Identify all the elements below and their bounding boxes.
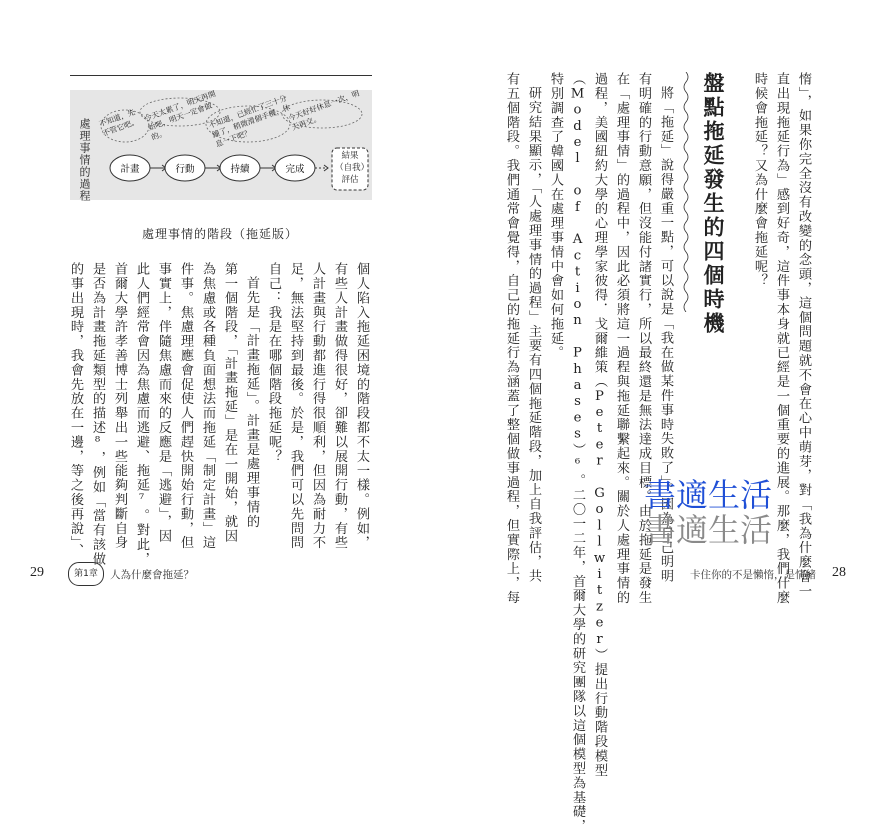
right-col-6: 在「處理事情」的過程中，因此必須將這一過程與拖延聯繫起來。關於人處理事情的: [614, 72, 629, 605]
right-col-2: 直出現拖延行為」感到好奇，這件事本身就已經是一個重要的進展。那麼，我們什麼: [774, 72, 789, 605]
right-col-1: 惰」，如果你完全沒有改變的念頭，這個問題就不會在心中萌芽，對「我為什麼會一: [796, 72, 811, 599]
thought-4: 今天好好休息一次，明天再交。: [286, 88, 361, 133]
right-page-number: 28: [832, 565, 846, 580]
left-col-9: 件事。焦慮理應會促使人們趕快開始行動，但: [178, 262, 193, 550]
step-complete-label: 完成: [285, 164, 305, 175]
diagram-vertical-title: 處理事情的過程: [78, 118, 91, 202]
left-col-13: 是否為計畫拖延類型的描述⁸，例如「當有該做: [90, 262, 105, 567]
left-col-5: 自己：我是在哪個階段拖延呢？: [266, 262, 281, 464]
step-complete: [275, 155, 315, 181]
left-col-11: 此人們經常會因為焦慮而逃避、拖延⁷。對此，: [134, 262, 149, 567]
thought-3: 不知道，已經忙了三十分鐘了，稍微滑個手機，休息一下吧？: [207, 93, 292, 149]
step-action: [165, 155, 205, 181]
right-col-8: （Model of Action Phases）⁶。二〇一二年，首爾大學的研究團隊以這個模型為基礎，: [570, 72, 585, 833]
left-col-6: 首先是「計畫拖延」。計畫是處理事情的: [244, 276, 259, 529]
left-running-title: 人為什麼會拖延？: [110, 569, 194, 581]
left-col-14: 的事出現時，我會先放在一邊，等之後再說」、: [68, 262, 83, 558]
thought-2: 今天太累了，明天再開始吧，明天一定會做的。: [143, 88, 217, 142]
diagram-caption: 處理事情的階段（拖延版）: [141, 227, 298, 241]
left-col-4: 足，無法堅持到最後。於是，我們可以先問問: [288, 262, 303, 550]
left-col-8: 為焦慮或各種負面想法而拖延「制定計畫」這: [200, 262, 215, 550]
step-continue: [220, 155, 260, 181]
right-col-9: 特別調查了韓國人在處理事情中會如何拖延。: [548, 72, 563, 360]
heading-wavy-underline: [682, 72, 690, 312]
step-action-label: 行動: [175, 164, 195, 175]
step-continue-label: 持續: [230, 164, 250, 175]
left-col-2: 有些人計畫做得很好，卻難以展開行動，有些: [332, 262, 347, 550]
watermark-gray: 書適生活: [644, 511, 773, 549]
right-col-11: 有五個階段。我們通常會覺得，自己的拖延行為涵蓋了整個做事過程，但實際上，每: [504, 72, 519, 605]
right-col-4: 將「拖延」說得嚴重一點，可以說是「我在做某件事時失敗了」。因為自己明明: [658, 86, 673, 584]
right-running-title: 卡住你的不是懶惰，是情緒: [690, 569, 816, 581]
left-col-7: 第一個階段，「計畫拖延」是在一開始，就因: [222, 262, 237, 544]
step-plan-label: 計畫: [120, 164, 140, 175]
left-col-10: 事實上，伴隨焦慮而來的反應是「逃避」，因: [156, 262, 171, 544]
right-col-10: 研究結果顯示，「人處理事情的過程」主要有四個拖延階段，加上自我評估，共: [526, 86, 541, 584]
step-plan: [110, 155, 150, 181]
top-rule: [70, 75, 372, 76]
right-col-3: 時候會拖延？又為什麼會拖延呢？: [752, 72, 767, 288]
chapter-badge: 第1章: [68, 562, 104, 586]
watermark-blue: 書適生活: [644, 476, 773, 514]
right-col-7: 過程，美國紐約大學的心理學家彼得．戈爾維策（Peter Gollwitzer）提出行動階段模型: [592, 72, 607, 778]
thought-1: 不知道，先不管它吧。: [97, 107, 140, 138]
left-col-1: 個人陷入拖延困境的階段都不太一樣。例如，: [354, 262, 369, 550]
left-page-number: 29: [30, 565, 44, 580]
left-col-3: 人計畫與行動都進行得很順利，但因為耐力不: [310, 262, 325, 550]
step-evaluate-label: 結果（自我）評估: [335, 151, 365, 185]
section-heading: 盤點拖延發生的四個時機: [701, 72, 725, 336]
right-col-5: 有明確的行動意願，但沒能付諸實行，所以最終還是無法達成目標。由於拖延是發生: [636, 72, 651, 605]
left-col-12: 首爾大學許孝善博士列舉出一些能夠判斷自身: [112, 262, 127, 550]
